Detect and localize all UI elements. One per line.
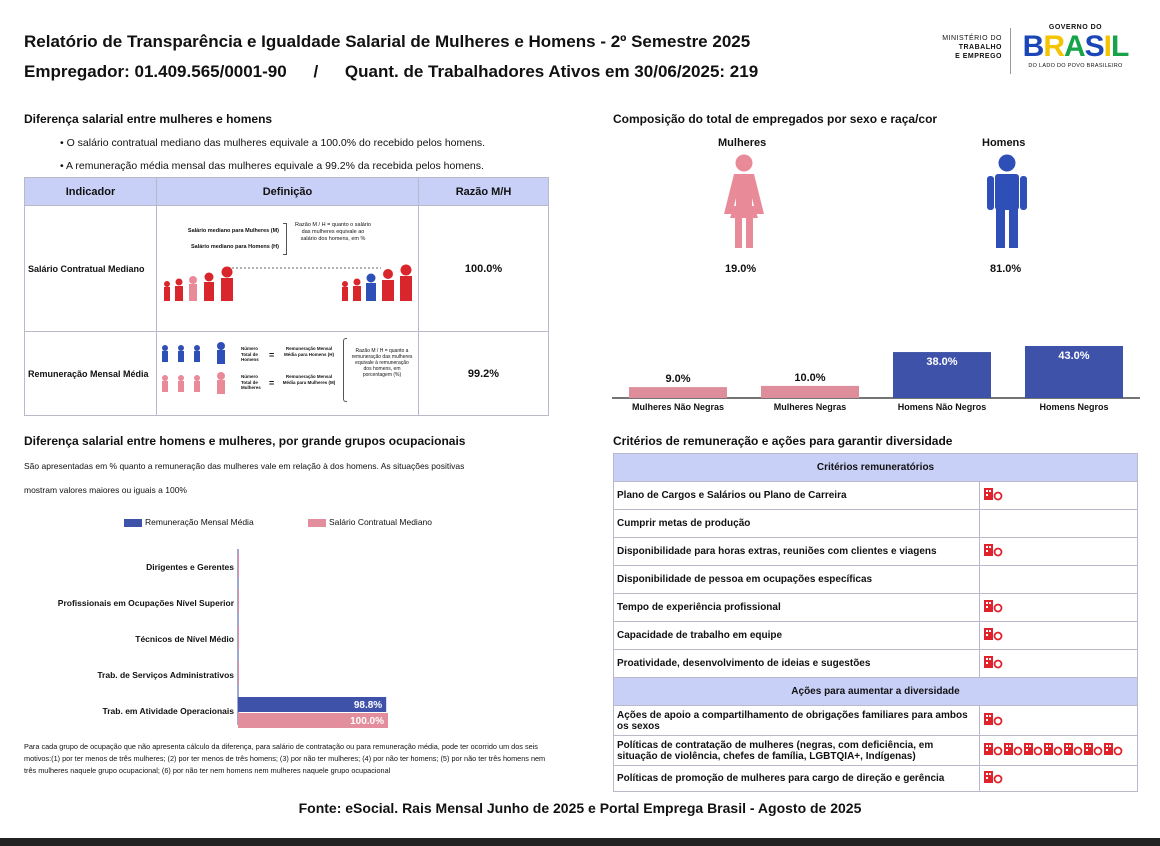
company-icon [1063, 742, 1083, 756]
criteria-icons [980, 594, 1138, 622]
col-indicator: Indicador [25, 178, 157, 206]
race-category-label: Mulheres Negras [773, 402, 847, 412]
source-footer: Fonte: eSocial. Rais Mensal Junho de 2025 e Portal Emprega Brasil - Agosto de 2025 [298, 800, 862, 816]
criteria-row [614, 510, 1138, 538]
row2-ratio: 99.2% [419, 332, 549, 416]
company-icon [983, 712, 1003, 726]
composition-title: Composição do total de empregados por sexo e raça/cor [613, 112, 938, 126]
occ-category-label: Trab. de Serviços Administrativos [97, 670, 234, 680]
criteria-row [614, 622, 1138, 650]
gov-bottom-text: DO LADO DO POVO BRASILEIRO [1028, 63, 1123, 69]
people-formula-illustration [159, 342, 239, 402]
equals-sign-2: = [269, 378, 275, 388]
criteria-title: Critérios de remuneração e ações para garantir diversidade [613, 434, 953, 448]
salary-bullet-2-text: A remuneração média mensal das mulheres equivale a 99.2% da recebida pelos homens. [66, 160, 484, 172]
race-category-label: Homens Não Negros [897, 402, 987, 412]
ministry-line2: TRABALHO [958, 44, 1002, 51]
race-bar-chart [612, 330, 1142, 420]
people-illustration [159, 258, 417, 308]
criteria-icons [980, 510, 1138, 538]
occupational-desc-1: São apresentadas em % quanto a remuneração das mulheres vale em relação à dos homens. As situações positivas [24, 461, 465, 471]
company-icon [983, 543, 1003, 557]
race-value-label: 9.0% [665, 373, 691, 386]
company-icon [983, 487, 1003, 501]
occupational-title: Diferença salarial entre homens e mulheres, por grande grupos ocupacionais [24, 434, 466, 448]
row1-brace [283, 223, 287, 255]
criteria-row [614, 482, 1138, 510]
criteria-label: Proatividade, desenvolvimento de ideias e sugestões [614, 650, 980, 678]
company-icon [983, 655, 1003, 669]
occ-category-label: Técnicos de Nível Médio [135, 634, 234, 644]
woman-icon [720, 154, 768, 250]
col-ratio: Razão M/H [419, 178, 549, 206]
criteria-icons [980, 622, 1138, 650]
company-icon [1043, 742, 1063, 756]
occ-category-label: Profissionais em Ocupações Nível Superior [57, 598, 234, 608]
row1-indicator: Salário Contratual Mediano [25, 206, 157, 332]
race-category-label: Mulheres Não Negras [631, 402, 725, 412]
criteria-row [614, 566, 1138, 594]
women-label: Mulheres [718, 137, 767, 149]
men-pct: 81.0% [990, 263, 1022, 275]
company-icon [983, 770, 1003, 784]
row1-def-line2: Salário mediano para Homens (H) [190, 244, 279, 250]
women-pct: 19.0% [725, 263, 757, 275]
criteria-row [614, 706, 1138, 736]
criteria-label: Disponibilidade para horas extras, reuniões com clientes e viagens [614, 538, 980, 566]
criteria-label: Plano de Cargos e Salários ou Plano de Carreira [614, 482, 980, 510]
occ-value-label: 98.8% [353, 700, 383, 711]
company-icon [1083, 742, 1103, 756]
occ-category-label: Dirigentes e Gerentes [146, 562, 234, 572]
gov-top-text: GOVERNO DO [1048, 24, 1103, 31]
equals-sign-1: = [269, 350, 275, 360]
criteria-row [614, 538, 1138, 566]
criteria-header: Critérios remuneratórios [614, 454, 1138, 482]
criteria-header-row [614, 454, 1138, 482]
company-icon [1003, 742, 1023, 756]
salary-bullet-2: • A remuneração média mensal das mulheres equivale a 99.2% da recebida pelos homens. [60, 160, 484, 172]
legend-item-1 [124, 516, 254, 528]
criteria-label: Ações de apoio a compartilhamento de obrigações familiares para ambos os sexos [614, 706, 980, 736]
criteria-icons [980, 482, 1138, 510]
gov-logo [1018, 24, 1133, 69]
salary-diff-title: Diferença salarial entre mulheres e homens [24, 112, 273, 126]
occupational-bar-chart [20, 545, 420, 735]
man-icon [983, 154, 1031, 250]
criteria-header: Ações para aumentar a diversidade [614, 678, 1138, 706]
company-icon [1103, 742, 1123, 756]
criteria-table [613, 453, 1138, 792]
company-icon [983, 742, 1003, 756]
criteria-label: Tempo de experiência profissional [614, 594, 980, 622]
criteria-icons [980, 650, 1138, 678]
legend-item-2 [308, 516, 432, 528]
col-definition: Definição [157, 178, 419, 206]
row2-def-note: Razão M / H = quanto a remuneração das mulheres equivale à remuneração dos homens, em porcentagem (%) [351, 348, 413, 378]
separator: / [313, 62, 319, 81]
criteria-icons [980, 766, 1138, 792]
salary-bullet-1: • O salário contratual mediano das mulheres equivale a 100.0% do recebido pelos homens. [60, 137, 485, 149]
criteria-row [614, 594, 1138, 622]
row1-ratio: 100.0% [419, 206, 549, 332]
legend-label-1: Remuneração Mensal Média [145, 517, 254, 527]
logo-divider [1010, 28, 1011, 74]
legend-swatch-pink [308, 519, 326, 527]
workers-count: Quant. de Trabalhadores Ativos em 30/06/2025: 219 [344, 62, 759, 81]
criteria-header-row [614, 678, 1138, 706]
criteria-label: Políticas de contratação de mulheres (negras, com deficiência, em situação de violência, chefes de família, LGBTQIA+, Indígenas) [614, 736, 980, 766]
row2-indicator: Remuneração Mensal Média [25, 332, 157, 416]
criteria-row [614, 766, 1138, 792]
criteria-label: Políticas de promoção de mulheres para cargo de direção e gerência [614, 766, 980, 792]
bottom-bar [0, 838, 1160, 846]
row2-num-men: Número Total de Homens [241, 346, 259, 362]
criteria-icons [980, 566, 1138, 594]
occ-value-label: 100.0% [350, 716, 384, 727]
row2-brace [343, 338, 347, 402]
occupational-desc-2: mostram valores maiores ou iguais a 100% [24, 485, 187, 495]
criteria-label: Cumprir metas de produção [614, 510, 980, 538]
indicator-table [24, 177, 549, 416]
company-icon [983, 599, 1003, 613]
occ-category-label: Trab. em Atividade Operacionais [102, 706, 234, 716]
race-value-label: 43.0% [1058, 350, 1090, 362]
criteria-icons [980, 538, 1138, 566]
criteria-row [614, 736, 1138, 766]
criteria-label: Capacidade de trabalho em equipe [614, 622, 980, 650]
row2-rem-men: Remuneração Mensal Média para Homens (H) [283, 346, 334, 357]
company-icon [1023, 742, 1043, 756]
row2-num-women: Número Total de Mulheres [241, 374, 261, 390]
race-value-label: 38.0% [926, 356, 958, 369]
row1-def-note: Razão M / H = quanto o salário das mulheres equivale ao salário dos homens, em % [295, 222, 371, 242]
race-category-label: Homens Negros [1039, 402, 1109, 412]
employer-id: Empregador: 01.409.565/0001-90 [24, 62, 287, 81]
criteria-icons [980, 706, 1138, 736]
row1-definition [157, 206, 419, 332]
gov-brand: BRASIL [1022, 30, 1129, 63]
company-icon [983, 627, 1003, 641]
race-bar-mulheres-n-o-negras [629, 387, 727, 398]
race-value-label: 10.0% [794, 371, 826, 384]
criteria-icons [980, 736, 1138, 766]
occupational-footnote: Para cada grupo de ocupação que não apresenta cálculo da diferença, para salário de contratação ou para remuneração média, pode ter ocorrido um dos seis motivos:(1) por ter menos de três mulheres; (2) por ter menos de três homens; (3) por não ter mulheres; (4) por não ter homens; (5) por não ter três homens nem três mulheres naquele grupo ocupacional; (6) por não ter nem homens nem mulheres naquele grupo ocupacional [24, 742, 546, 775]
legend-label-2: Salário Contratual Mediano [329, 517, 433, 527]
men-label: Homens [982, 137, 1026, 149]
row2-rem-women: Remuneração Mensal Média para Mulheres (M) [282, 374, 336, 385]
ministry-line1: MINISTÉRIO DO [942, 35, 1002, 42]
employer-line [24, 62, 758, 82]
ministry-logo [920, 34, 1002, 61]
ministry-line3: E EMPREGO [955, 53, 1002, 60]
row1-def-line1: Salário mediano para Mulheres (M) [187, 228, 279, 234]
report-title: Relatório de Transparência e Igualdade Salarial de Mulheres e Homens - 2º Semestre 2025 [24, 32, 751, 51]
criteria-row [614, 650, 1138, 678]
legend-swatch-blue [124, 519, 142, 527]
criteria-label: Disponibilidade de pessoa em ocupações específicas [614, 566, 980, 594]
row2-definition [157, 332, 419, 416]
race-bar-mulheres-negras [761, 386, 859, 398]
